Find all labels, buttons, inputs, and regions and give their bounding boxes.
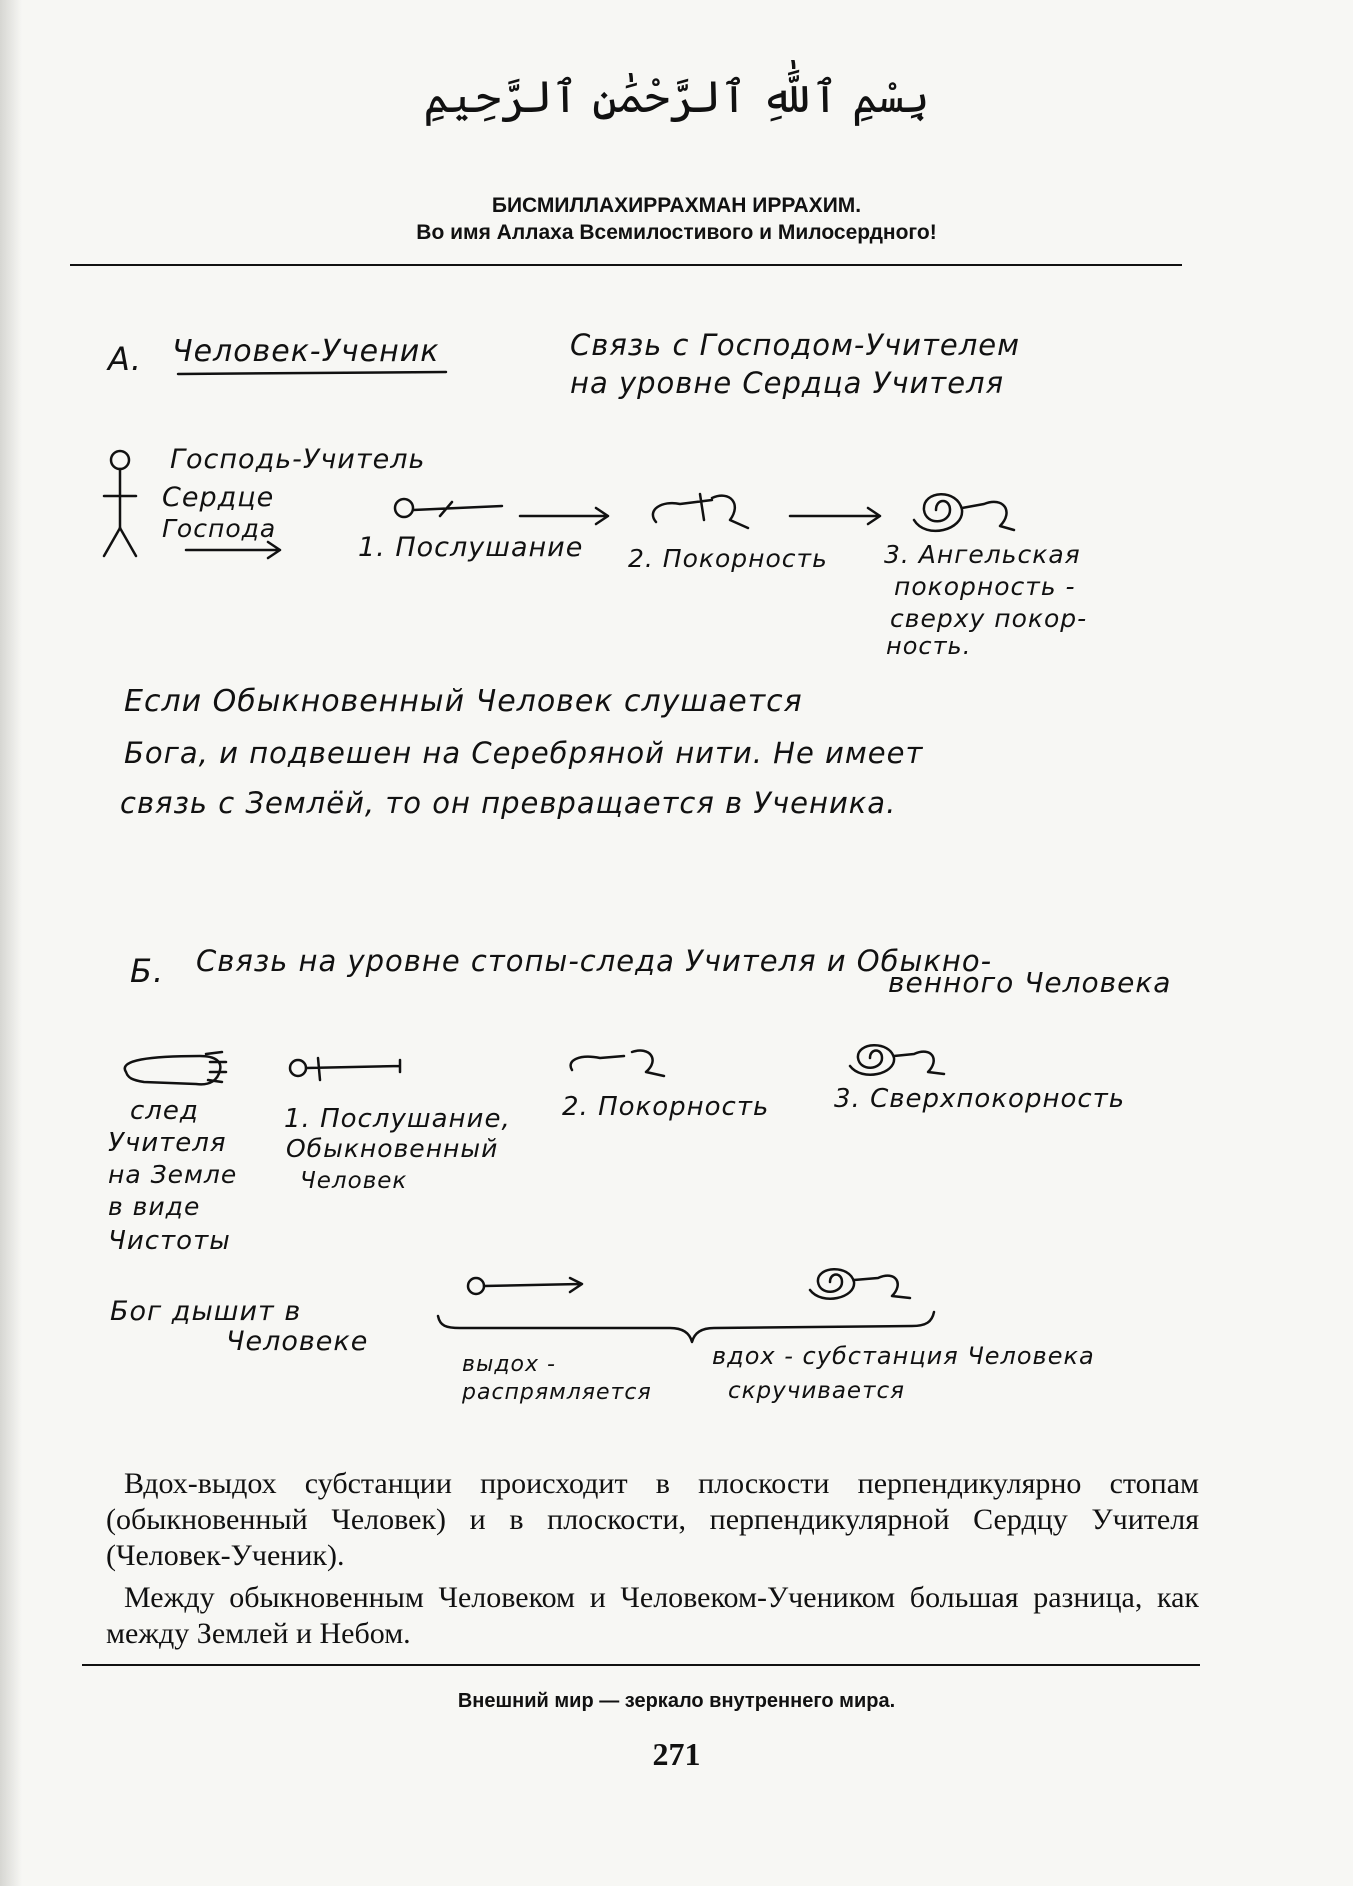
god-breathes-line2: Человеке [226, 1326, 369, 1357]
section-b-step1-line1: 1. Послушание, [284, 1104, 511, 1134]
foot-label-1: след [130, 1096, 199, 1126]
body-paragraph-1: Вдох-выдох субстанции происходит в плоскости перпендикулярно стопам (обыкновенный Человек) и в плоскости, перпендикулярной Сердцу Учителя (Человек-Ученик). [106, 1467, 1199, 1572]
section-a-step1: 1. Послушание [358, 532, 584, 563]
body-text [106, 1466, 1199, 1652]
arrow-1-to-2 [520, 508, 608, 524]
super-spiral-icon [850, 1045, 944, 1074]
exhale-line2: распрямляется [462, 1380, 652, 1405]
page-number: 271 [652, 1736, 701, 1772]
arabic-calligraphy: بِسْمِ ٱللَّٰهِ ٱلرَّحْمَٰنِ ٱلرَّحِيمِ [423, 72, 930, 123]
obedience-symbol-icon [395, 499, 502, 517]
breath-brace [438, 1312, 934, 1342]
figure-label-lord-teacher: Господь-Учитель [170, 444, 426, 475]
section-a-step3-line4: ность. [886, 632, 972, 660]
foot-label-3: на Земле [108, 1160, 238, 1189]
foot-label-2: Учителя [108, 1128, 227, 1158]
breath-inhale-spiral-icon [810, 1269, 910, 1298]
section-a-letter: А. [108, 340, 143, 378]
section-a-step3-line2: покорность - [894, 572, 1076, 601]
lord-heart-arrow [186, 542, 280, 558]
arrow-2-to-3 [790, 508, 880, 524]
god-breathes-line1: Бог дышит в [110, 1296, 302, 1327]
section-b-step2: 2. Покорность [562, 1092, 770, 1122]
figure-label-heart: Сердце [162, 482, 275, 513]
section-a-step3-line1: 3. Ангельская [884, 540, 1081, 569]
section-b-step1-line2: Обыкновенный [286, 1134, 499, 1163]
section-a-right-line1: Связь с Господом-Учителем [570, 328, 1021, 362]
section-a-para-line2: Бога, и подвешен на Серебряной нити. Не имеет [124, 736, 924, 770]
section-b-heading-line1: Связь на уровне стопы-следа Учителя и Обыкно- [196, 944, 993, 978]
submission-symbol-icon [653, 494, 748, 528]
footer-motto: Внешний мир — зеркало внутреннего мира. [457, 1690, 896, 1712]
section-a-step3-line3: сверху покор- [890, 604, 1088, 633]
footprint-icon [125, 1052, 226, 1084]
body-paragraph-2: Между обыкновенным Человеком и Человеком-Учеником большая разница, как между Землей и Небом. [106, 1581, 1199, 1650]
section-a-step2: 2. Покорность [628, 544, 828, 573]
foot-label-4: в виде [108, 1192, 201, 1221]
header-title: БИСМИЛЛАХИРРАХМАН ИРРАХИМ. [491, 194, 862, 217]
section-b-step1-line3: Человек [300, 1168, 408, 1194]
angelic-spiral-icon [914, 494, 1014, 531]
section-b-heading-line2: венного Человека [888, 966, 1172, 999]
stick-figure-icon [104, 451, 136, 556]
submission-symbol-b-icon [571, 1051, 664, 1076]
heading-a-underline [178, 372, 446, 374]
section-a-heading: Человек-Ученик [172, 334, 440, 369]
obedience-symbol-b-icon [290, 1058, 400, 1080]
section-a-para-line3: связь с Землёй, то он превращается в Ученика. [120, 786, 897, 820]
foot-label-5: Чистоты [108, 1226, 231, 1256]
header-subtitle: Во имя Аллаха Всемилостивого и Милосердного! [416, 221, 937, 244]
section-b-step3: 3. Сверхпокорность [834, 1084, 1126, 1114]
section-a-para-line1: Если Обыкновенный Человек слушается [124, 684, 803, 719]
footer-rule [82, 1664, 1200, 1666]
figure-label-lord: Господа [162, 514, 277, 543]
inhale-line1: вдох - субстанция Человека [712, 1342, 1095, 1370]
section-a-right-line2: на уровне Сердца Учителя [570, 366, 1005, 400]
breath-exhale-icon [468, 1278, 582, 1294]
inhale-line2: скручивается [728, 1378, 905, 1404]
section-b-letter: Б. [130, 952, 165, 990]
exhale-line1: выдох - [462, 1352, 556, 1377]
